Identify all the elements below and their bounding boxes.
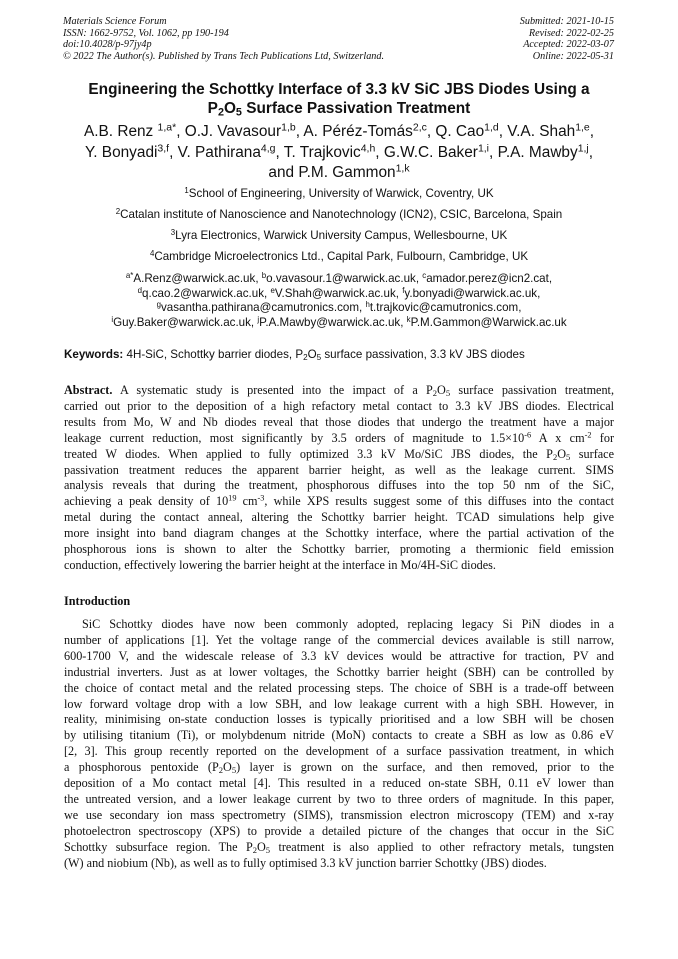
email-tag: a* (125, 270, 134, 280)
intro-line: by utilising titanium (Ti), or molybdenum nitride (MoN) contacts to create a SBH as low as 0.86 eV (64, 728, 614, 743)
author-affiliation: 1,i (477, 143, 489, 155)
affiliation-text: Catalan institute of Nanoscience and Nanotechnology (ICN2), CSIC, Barcelona, Spain (120, 208, 563, 221)
date-revised: Revised: 2022-02-25 (528, 27, 614, 39)
submission-dates (520, 16, 614, 63)
paper-title (50, 80, 628, 118)
email-tag: i (111, 315, 114, 325)
title-subscript: 5 (235, 106, 242, 119)
date-accepted: Accepted: 2022-03-07 (523, 39, 614, 51)
abstract-text: surface passivation treatment, (450, 383, 614, 397)
intro-line: (W) and niobium (Nb), as well as to fully optimised 3.3 kV junction barrier Schottky (JBS) diodes. (64, 855, 547, 870)
author-name: Y. Bonyadi (84, 143, 158, 161)
intro-subscript: 5 (231, 765, 237, 776)
email-address[interactable]: V.Shah@warwick.ac.uk (274, 286, 396, 300)
email-tag: j (257, 315, 260, 325)
author-affiliation: 2,c (412, 122, 427, 134)
emails-line-3: $^g$vasantha.pathirana@camutronics.com, $^h$t.trajkovic@camutronics.com, (156, 300, 522, 315)
affiliation-text: Cambridge Microelectronics Ltd., Capital Park, Fulbourn, Cambridge, UK (154, 250, 529, 263)
authors-line-3 (40, 163, 638, 184)
email-address[interactable]: amador.perez@icn2.cat (426, 272, 549, 285)
intro-line: [2, 3]. This group recently reported on the development of a surface passivation treatment, in which (64, 744, 614, 759)
author-affiliation: 1,d (484, 122, 499, 134)
affiliation-number: 3 (170, 227, 176, 237)
author-affiliation: 4,h (360, 143, 376, 155)
abstract-superscript: 19 (228, 494, 237, 504)
intro-text: ) layer is grown on the surface, and then removed, prior to the (236, 760, 614, 775)
intro-subscript: 2 (218, 765, 224, 776)
abstract-text: , while XPS results suggest some of this diffuses into the contact (264, 494, 614, 509)
affiliation-1 (40, 187, 638, 201)
author-name: V. Pathirana (177, 143, 261, 161)
intro-line (64, 840, 614, 856)
title-line-1: Engineering the Schottky Interface of 3.3 kV SiC JBS Diodes Using a (88, 81, 590, 98)
author-name: Q. Cao (435, 123, 485, 140)
title-text: O (223, 100, 236, 117)
keywords-subscript: 5 (316, 352, 322, 362)
keywords-text: surface passivation, 3.3 kV JBS diodes (321, 348, 525, 361)
affiliation-text: Lyra Electronics, Warwick University Campus, Wellesbourne, UK (175, 229, 508, 242)
email-tag: d (137, 285, 143, 295)
abstract-superscript: -2 (584, 430, 592, 440)
emails-line-4: $^i$Guy.Baker@warwick.ac.uk, $^j$P.A.Mawby@warwick.ac.uk, $^k$P.M.Gammon@Warwick.ac.uk (111, 315, 567, 330)
email-address[interactable]: P.A.Mawby@warwick.ac.uk (259, 316, 401, 330)
abstract-text: cm (236, 494, 258, 509)
author-affiliation: 1,k (395, 163, 410, 175)
title-text: Surface Passivation Treatment (241, 100, 471, 117)
title-text: P (207, 100, 218, 117)
intro-line (64, 760, 614, 776)
affiliation-3 (40, 229, 638, 243)
keywords-text: O (307, 348, 317, 361)
abstract-line (64, 431, 614, 447)
author-name: P.A. Mawby (497, 143, 578, 161)
intro-subscript: 5 (265, 844, 271, 855)
affiliation-2 (40, 208, 638, 222)
keywords-subscript: 2 (303, 352, 308, 362)
email-address[interactable]: o.vavasour.1@warwick.ac.uk (266, 272, 416, 285)
intro-text: Schottky subsurface region. The P (64, 839, 253, 854)
email-tag: g (156, 300, 161, 310)
author-affiliation: 3,f (157, 143, 170, 155)
affiliation-text: School of Engineering, University of Warwick, Coventry, UK (188, 187, 494, 200)
keywords-text: 4H-SiC, Schottky barrier diodes, P (123, 348, 304, 361)
intro-line: the untreated version, and a lower leakage current by two to three orders of magnitude. In this paper, (64, 791, 614, 806)
abstract-subscript: 2 (432, 387, 438, 398)
affiliation-number: 1 (184, 185, 189, 195)
intro-line: reality, minimising on-state conduction losses is typically prioritised and a low SBH will be chosen (64, 712, 614, 727)
email-list (40, 272, 638, 331)
intro-line: industrial inverters. Just as at lower voltages, the Schottky barrier height (SBH) can be controlled by (64, 664, 614, 679)
abstract-line: conduction, effectively lowering the barrier height at the interface in Mo/4H-SiC diodes. (64, 557, 496, 572)
author-affiliation: 1,e (575, 122, 590, 134)
intro-line: the choice of contact metal and the related processing steps. The choice of SBH is a trade-off between (64, 680, 614, 695)
journal-copyright: © 2022 The Author(s). Published by Trans Tech Publications Ltd, Switzerland. (63, 51, 385, 63)
abstract-text: achieving a peak density of 10 (64, 494, 229, 509)
email-tag: e (270, 285, 275, 295)
date-online: Online: 2022-05-31 (532, 51, 614, 63)
abstract-text: for (591, 430, 615, 445)
abstract-text: treated W diodes. When applied to fully optimized 3.3 kV Mo/SiC JBS diodes, the P (64, 446, 553, 461)
abstract-line (64, 447, 614, 463)
emails-line-1: $^{a*}$A.Renz@warwick.ac.uk, $^b$o.vavasour.1@warwick.ac.uk, $^c$amador.perez@icn2.cat, (125, 270, 553, 285)
introduction-heading: Introduction (64, 594, 131, 608)
abstract-subscript: 5 (445, 387, 451, 398)
abstract-text: A x cm (531, 430, 585, 445)
title-line-2 (50, 99, 628, 118)
intro-line: 600-1700 V, and the widescale release of 3.3 kV devices would be attractive for traction, PV and (64, 648, 614, 663)
email-tag: k (406, 315, 411, 325)
email-address[interactable]: A.Renz@warwick.ac.uk (133, 272, 256, 285)
author-name: G.W.C. Baker (383, 143, 478, 161)
journal-header (63, 16, 384, 63)
intro-line: number of applications [1]. Yet the voltage range of the commercial devices available is still narrow, (64, 632, 614, 647)
author-connector: and (268, 164, 295, 181)
intro-text: treatment is also applied to other refractory metals, tungsten (270, 839, 614, 854)
email-address[interactable]: y.bonyadi@warwick.ac.uk (404, 286, 538, 300)
intro-line: we use secondary ion mass spectrometry (SIMS), transmission electron microscopy (TEM) and x-ray (64, 807, 614, 822)
intro-line: deposition of a Mo contact metal [4]. This resulted in a reduced on-state SBH, 0.11 eV lower than (64, 776, 614, 791)
abstract-superscript: -6 (524, 430, 532, 440)
intro-text: O (256, 839, 266, 854)
keywords (64, 348, 616, 362)
author-name: V.A. Shah (507, 123, 576, 140)
intro-line: photoelectron spectroscopy (XPS) to provide a detailed picture of the changes that occur in the SiC (64, 823, 614, 838)
author-name: O.J. Vavasour (184, 123, 282, 140)
author-list (40, 122, 638, 184)
introduction-body (64, 617, 614, 872)
author-name: A. Péréz-Tomás (303, 123, 413, 140)
email-address[interactable]: Guy.Baker@warwick.ac.uk (113, 316, 251, 330)
email-address[interactable]: t.trajkovic@camutronics.com (369, 301, 519, 315)
abstract-line: results from Mo, W and Nb diodes reveal that those diodes that undergo the treatment have a major (64, 414, 614, 429)
email-address[interactable]: vasantha.pathirana@camutronics.com (160, 301, 359, 315)
journal-name: Materials Science Forum (63, 16, 167, 27)
intro-line: SiC Schottky diodes have now been commonly adopted, replacing legacy Si PiN diodes in a (82, 617, 614, 631)
abstract-superscript: -3 (257, 494, 265, 504)
abstract-line (64, 494, 614, 510)
affiliation-number: 2 (115, 206, 121, 216)
abstract-subscript: 5 (566, 451, 571, 462)
abstract-line: more insight into band diagram changes at the Schottky interface, where the partial activation of the (64, 526, 614, 541)
abstract-text: A systematic study is presented into the impact of a P (112, 383, 433, 397)
intro-text: a phosphorous pentoxide (P (64, 760, 219, 775)
abstract (64, 383, 614, 574)
emails-line-2: $^d$q.cao.2@warwick.ac.uk, $^e$V.Shah@warwick.ac.uk, $^f$y.bonyadi@warwick.ac.uk, (137, 285, 541, 300)
authors-line-2: Y. Bonyadi$^{3,f}$, V. Pathirana$^{4,g}$, T. Trajkovic$^{4,h}$, G.W.C. Baker$^{1,i}$, P.A. Mawby$^{1,j}$, (84, 143, 594, 161)
abstract-line: phosphorous ions is shown to alter the Schottky barrier, promoting a thermionic field emission (64, 542, 614, 557)
intro-subscript: 2 (252, 844, 257, 855)
abstract-line: passivation treatment reduces the apparent barrier height, as well as the leakage current. SIMS (64, 462, 614, 477)
authors-line-1: A.B. Renz $^{1,a*}$, O.J. Vavasour$^{1,b}$, A. Péréz-Tomás$^{2,c}$, Q. Cao$^{1,d}$, V.A. Shah$^{1,e}$, (83, 122, 595, 140)
abstract-text: surface (570, 446, 614, 461)
email-tag: b (261, 270, 267, 280)
intro-text: O (223, 760, 232, 775)
email-tag: f (402, 285, 405, 295)
abstract-line: carried out prior to the deposition of a high refactory metal contact to 3.3 kV JBS diodes. Electrical (64, 398, 614, 413)
author-name: P.M. Gammon (298, 164, 396, 181)
abstract-line: analysis reveals that during the treatment, phosphorous diffuses into the top 50 nm of the SiC, (64, 478, 614, 493)
email-address[interactable]: P.M.Gammon@Warwick.ac.uk (410, 316, 567, 330)
abstract-text: leakage current reduction, most significantly by 3.5 orders of magnitude to 1.5×10 (64, 430, 525, 445)
email-tag: c (422, 270, 427, 280)
author-affiliation: 1,b (281, 122, 296, 134)
author-name: T. Trajkovic (283, 143, 361, 161)
journal-doi: doi:10.4028/p-97jy4p (63, 39, 152, 51)
email-address[interactable]: q.cao.2@warwick.ac.uk (142, 286, 265, 300)
date-submitted: Submitted: 2021-10-15 (519, 16, 614, 27)
author-name: A.B. Renz (83, 123, 154, 140)
abstract-subscript: 2 (552, 451, 558, 462)
author-affiliation: 1,a* (157, 122, 177, 134)
author-affiliation: 1,j (577, 143, 589, 155)
intro-line: low forward voltage drop with a low SBH, and low leakage current with a high SBH. However, in (64, 696, 614, 711)
author-affiliation: 4,g (260, 143, 276, 155)
keywords-label: Keywords: (64, 348, 124, 361)
affiliation-number: 4 (149, 248, 155, 258)
abstract-label: Abstract. (64, 383, 113, 397)
abstract-text: O (557, 446, 567, 461)
email-tag: h (365, 300, 370, 310)
abstract-line (64, 383, 614, 399)
affiliation-4 (40, 250, 638, 264)
title-subscript: 2 (217, 106, 224, 119)
abstract-line: metal during the contact anneal, altering the Schottky barrier height. TCAD simulations help give (64, 510, 614, 525)
journal-issn: ISSN: 1662-9752, Vol. 1062, pp 190-194 (63, 27, 229, 39)
abstract-text: O (437, 383, 446, 397)
